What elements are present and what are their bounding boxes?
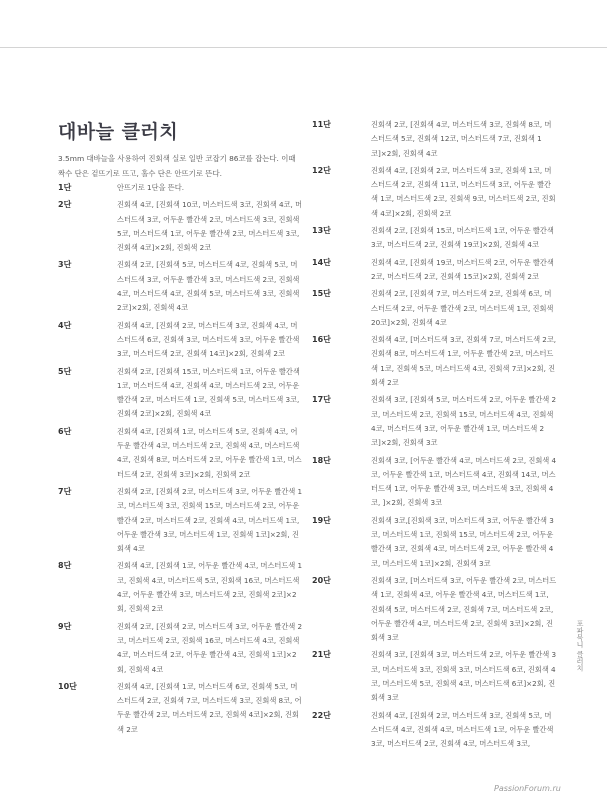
side-note: 포파묵니 클러치 xyxy=(576,620,584,672)
row-label: 1단 xyxy=(58,183,72,192)
row-label: 6단 xyxy=(58,426,72,436)
pattern-row xyxy=(312,574,557,645)
row-instruction: 진회색 4코, [진회색 1코, 어두운 빨간색 4코, 머스터드색 1코, 진회색 4코, 머스터드색 5코, 진회색 16코, 머스터드색 4코, 어두운 빨간색 3코, 머스터드색 2코, 진회색 2코]×2회, 진회색 2코 xyxy=(117,561,303,614)
pattern-row xyxy=(312,333,557,390)
row-label: 12단 xyxy=(312,165,331,175)
row-label: 11단 xyxy=(312,120,331,129)
pattern-row xyxy=(58,620,303,677)
row-instruction: 진회색 2코, [진회색 2코, 머스터드색 3코, 어두운 빨간색 2코, 머스터드색 2코, 진회색 16코, 머스터드색 4코, 진회색 4코, 머스터드색 2코, 어두운 빨간색 4코, 진회색 1코]×2회, 진회색 4코 xyxy=(117,621,303,674)
row-instruction: 진회색 3코,[진회색 3코, 머스터드색 3코, 어두운 빨간색 3코, 머스터드색 1코, 진회색 15코, 머스터드색 2코, 어두운 빨간색 3코, 진회색 4코, 머스터드색 2코, 어두운 빨간색 4코, 머스터드색 1코]×2회, 진회색 3코 xyxy=(371,515,554,568)
row-label: 22단 xyxy=(312,710,331,720)
pattern-row xyxy=(58,319,303,362)
row-instruction: 진회색 2코, [진회색 2코, 머스터드색 3코, 어두운 빨간색 1코, 머스터드색 3코, 진회색 15코, 머스터드색 2코, 어두운 빨간색 2코, 머스터드색 2코, 진회색 4코, 머스터드색 1코, 어두운 빨간색 3코, 머스터드색 1코, 진회색 1코]×2회, 진회색 4코 xyxy=(117,486,303,554)
watermark: PassionForum.ru xyxy=(494,784,561,793)
row-label: 14단 xyxy=(312,257,331,267)
row-instruction: 진회색 4코, [진회색 19코, 머스터드색 2코, 어두운 빨간색 2코, 머스터드색 2코, 진회색 15코]×2회, 진회색 2코 xyxy=(371,257,554,281)
row-instruction: 진회색 2코, [진회색 7코, 머스터드색 2코, 진회색 6코, 머스터드색 2코, 어두운 빨간색 2코, 머스터드색 1코, 진회색 20코]×2회, 진회색 4코 xyxy=(371,289,554,327)
pattern-row xyxy=(312,648,557,705)
pattern-row xyxy=(312,709,557,752)
pattern-row xyxy=(58,485,303,556)
row-label: 16단 xyxy=(312,335,331,345)
row-label: 21단 xyxy=(312,650,331,660)
pattern-row xyxy=(58,365,303,422)
row-instruction: 진회색 2코, [진회색 15코, 머스터드색 1코, 어두운 빨간색 3코, 머스터드색 2코, 진회색 19코]×2회, 진회색 4코 xyxy=(371,226,554,250)
pattern-row xyxy=(58,258,303,315)
pattern-row xyxy=(312,256,557,285)
row-instruction: 진회색 4코, [진회색 2코, 머스터드색 3코, 진회색 1코, 머스터드색 2코, 진회색 11코, 머스터드색 3코, 어두운 빨간색 1코, 머스터드색 2코, 진회색 9코, 머스터드색 2코, 진회색 4코]×2회, 진회색 2코 xyxy=(371,165,556,218)
row-label: 7단 xyxy=(58,486,72,496)
pattern-column-right xyxy=(312,118,557,754)
row-label: 17단 xyxy=(312,395,331,405)
row-instruction: 진회색 3코, [어두운 빨간색 4코, 머스터드색 2코, 진회색 4코, 어두운 빨간색 1코, 머스터드색 4코, 진회색 14코, 머스터드색 1코, 어두운 빨간색 3코, 머스터드색 3코, 진회색 4코, ]×2회, 진회색 3코 xyxy=(371,455,557,508)
row-label: 3단 xyxy=(58,260,72,270)
row-instruction: 진회색 4코, [진회색 1코, 머스터드색 6코, 진회색 5코, 머스터드색 2코, 진회색 7코, 머스터드색 3코, 진회색 8코, 어두운 빨간색 2코, 머스터드색 2코, 진회색 4코]×2회, 진회색 2코 xyxy=(117,681,302,734)
row-label: 10단 xyxy=(58,681,77,691)
page-title: 대바늘 클러치 xyxy=(58,121,179,143)
pattern-column-left xyxy=(58,181,303,740)
pattern-row xyxy=(58,680,303,737)
pattern-row xyxy=(312,224,557,253)
row-label: 4단 xyxy=(58,320,72,330)
row-label: 8단 xyxy=(58,561,72,571)
pattern-row xyxy=(312,454,557,511)
pattern-row xyxy=(58,181,303,195)
row-label: 15단 xyxy=(312,289,331,299)
intro-paragraph: 3.5mm 대바늘을 사용하여 진회색 실로 일반 코잡기 86코를 잡는다. 이때 짝수 단은 겉뜨기로 뜨고, 홀수 단은 안뜨기로 뜬다. xyxy=(58,154,296,178)
row-instruction: 진회색 2코, [진회색 5코, 머스터드색 4코, 진회색 5코, 머스터드색 3코, 어두운 빨간색 3코, 머스터드색 2코, 진회색 4코, 머스터드색 4코, 진회색 5코, 머스터드색 3코, 진회색 2코]×2회, 진회색 4코 xyxy=(117,260,300,313)
row-label: 20단 xyxy=(312,575,331,585)
pattern-row xyxy=(58,559,303,616)
pattern-row xyxy=(312,514,557,571)
row-label: 18단 xyxy=(312,455,331,465)
row-label: 9단 xyxy=(58,621,72,631)
row-instruction: 진회색 3코, [진회색 3코, 머스터드색 2코, 어두운 빨간색 3코, 머스터드색 3코, 진회색 3코, 머스터드색 6코, 진회색 4코, 머스터드색 5코, 진회색 4코, 머스터드색 6코]×2회, 진회색 3코 xyxy=(371,650,557,703)
row-instruction: 진회색 3코, [진회색 5코, 머스터드색 2코, 어두운 빨간색 2코, 머스터드색 2코, 진회색 15코, 머스터드색 4코, 진회색 4코, 머스터드색 3코, 어두운 빨간색 1코, 머스터드색 2코]×2회, 진회색 3코 xyxy=(371,395,557,448)
row-label: 5단 xyxy=(58,366,72,376)
row-instruction: 진회색 2코, [진회색 15코, 머스터드색 1코, 어두운 빨간색 1코, 머스터드색 4코, 진회색 4코, 머스터드색 2코, 어두운 빨간색 2코, 머스터드색 1코, 진회색 5코, 머스터드색 3코, 진회색 2코]×2회, 진회색 4코 xyxy=(117,366,300,419)
row-instruction: 진회색 3코, [머스터드색 3코, 어두운 빨간색 2코, 머스터드색 1코, 진회색 4코, 어두운 빨간색 4코, 머스터드색 1코, 진회색 5코, 머스터드색 2코, 진회색 7코, 머스터드색 2코, 어두운 빨간색 4코, 머스터드색 2코, 진회색 3코]×2회, 진회색 3코 xyxy=(371,575,557,643)
row-label: 19단 xyxy=(312,515,331,525)
pattern-row xyxy=(58,198,303,255)
pattern-row xyxy=(58,425,303,482)
row-instruction: 진회색 4코, [진회색 10코, 머스터드색 3코, 진회색 4코, 머스터드색 3코, 어두운 빨간색 2코, 머스터드색 3코, 진회색 5코, 머스터드색 1코, 어두운 빨간색 2코, 머스터드색 3코, 진회색 4코]×2회, 진회색 2코 xyxy=(117,200,303,253)
row-label: 13단 xyxy=(312,226,331,236)
pattern-row xyxy=(312,287,557,330)
row-instruction: 진회색 4코, [진회색 2코, 머스터드색 3코, 진회색 5코, 머스터드색 4코, 진회색 4코, 머스터드색 1코, 어두운 빨간색 3코, 머스터드색 2코, 진회색 4코, 머스터드색 3코, xyxy=(371,710,554,749)
top-rule xyxy=(0,47,607,48)
row-instruction: 진회색 2코, [진회색 4코, 머스터드색 3코, 진회색 8코, 머스터드색 5코, 진회색 12코, 머스터드색 7코, 진회색 1코]×2회, 진회색 4코 xyxy=(371,120,552,158)
row-instruction: 안뜨기로 1단을 뜬다. xyxy=(117,183,184,192)
row-label: 2단 xyxy=(58,200,72,210)
row-instruction: 진회색 4코, [진회색 2코, 머스터드색 3코, 진회색 4코, 머스터드색 6코, 진회색 3코, 머스터드색 3코, 어두운 빨간색 3코, 머스터드색 2코, 진회색 14코]×2회, 진회색 2코 xyxy=(117,320,300,359)
pattern-row xyxy=(312,164,557,221)
row-instruction: 진회색 4코, [진회색 1코, 머스터드색 5코, 진회색 4코, 어두운 빨간색 4코, 머스터드색 2코, 진회색 4코, 머스터드색 4코, 진회색 8코, 머스터드색 2코, 어두운 빨간색 1코, 머스터드색 2코, 진회색 3코]×2회, 진회색 2코 xyxy=(117,426,302,479)
pattern-row xyxy=(312,393,557,450)
pattern-row xyxy=(312,118,557,161)
row-instruction: 진회색 4코, [머스터드색 3코, 진회색 7코, 머스터드색 2코, 진회색 8코, 머스터드색 1코, 어두운 빨간색 2코, 머스터드색 1코, 진회색 5코, 머스터드색 4코, 진회색 7코]×2회, 진회색 2코 xyxy=(371,335,557,388)
